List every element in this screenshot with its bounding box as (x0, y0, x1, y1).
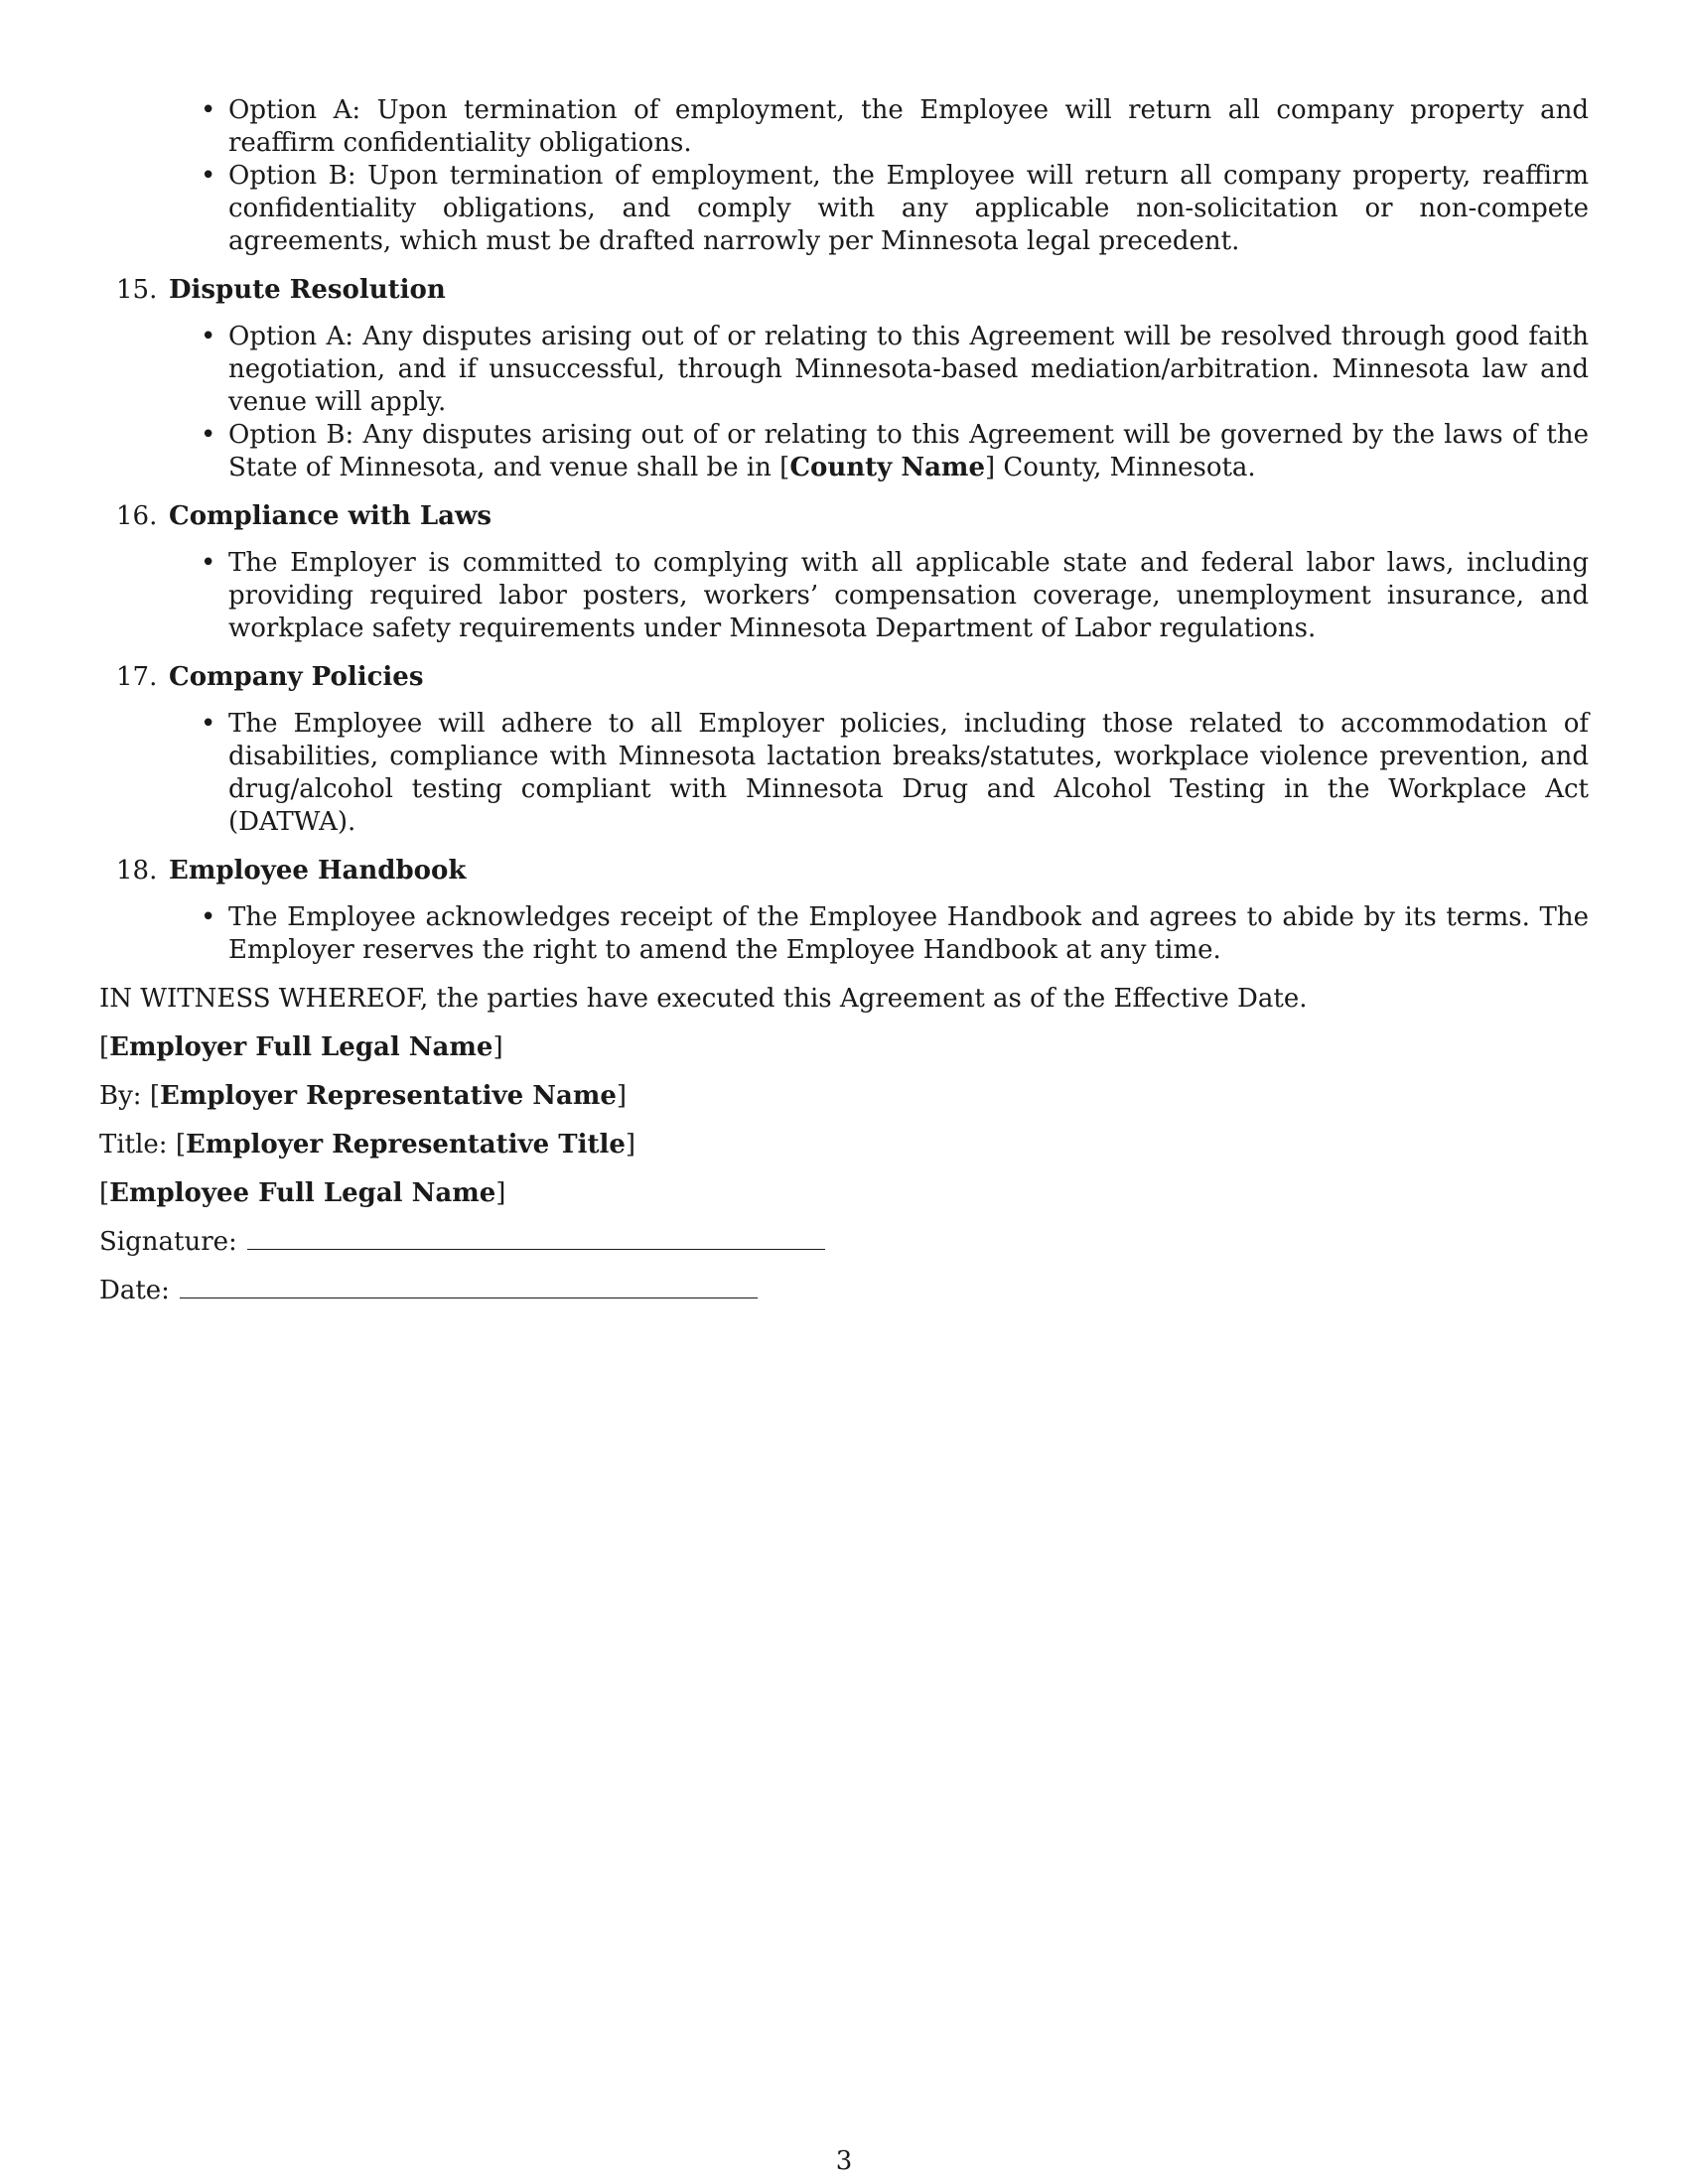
title-line: Title: [Employer Representative Title] (99, 1130, 636, 1160)
signature-blank (247, 1227, 825, 1250)
section-compliance-with-laws (99, 500, 1589, 645)
section-number: 18. (116, 856, 158, 886)
employee-name-line: [Employee Full Legal Name] (99, 1178, 506, 1208)
section-number: 17. (116, 662, 158, 692)
section-title: Compliance with Laws (169, 501, 492, 531)
signature-label: Signature: (99, 1227, 237, 1257)
employer-name-line: [Employer Full Legal Name] (99, 1032, 503, 1062)
section-company-policies (99, 661, 1589, 839)
by-label: By: (99, 1081, 142, 1111)
list-item: • Option B: Any disputes arising out of or relating to this Agreement will be governed by the laws of the State of Minnesota, and venue shall be in [County Name] County, Minnesota. (99, 419, 1589, 484)
list-item: • Option A: Upon termination of employment, the Employee will return all company property and reaffirm confidentiality obligations. (99, 94, 1589, 160)
list-item: • The Employer is committed to complying with all applicable state and federal labor laws, including providing required labor posters, workers’ compensation coverage, unemployment insurance, and workplace safety requirements under Minnesota Department of Labor regulations. (99, 547, 1589, 645)
section-employee-handbook (99, 855, 1589, 967)
section-dispute-resolution (99, 274, 1589, 484)
section-title: Company Policies (169, 662, 424, 692)
by-line: By: [Employer Representative Name] (99, 1081, 628, 1111)
signature-line (99, 1226, 1589, 1259)
section-title: Employee Handbook (169, 856, 467, 886)
date-line (99, 1275, 1589, 1307)
page-number: 3 (835, 2146, 853, 2176)
employer-name-placeholder: Employer Full Legal Name (109, 1032, 493, 1062)
section-number: 16. (116, 501, 158, 531)
document-page (99, 94, 1589, 1307)
placeholder-county-name: County Name (789, 453, 985, 482)
date-label: Date: (99, 1276, 170, 1305)
continued-bullet-list (99, 94, 1589, 258)
rep-name-placeholder: Employer Representative Name (159, 1081, 617, 1111)
employee-name-placeholder: Employee Full Legal Name (109, 1178, 496, 1208)
list-item: • Option B: Upon termination of employment, the Employee will return all company property, reaffirm confidentiality obligations, and comply with any applicable non-solicitation or non-compete agreements, which must be drafted narrowly per Minnesota legal precedent. (99, 160, 1589, 258)
title-label: Title: (99, 1130, 168, 1160)
section-number: 15. (116, 275, 158, 305)
rep-title-placeholder: Employer Representative Title (186, 1130, 626, 1160)
list-item: • The Employee acknowledges receipt of the Employee Handbook and agrees to abide by its terms. The Employer reserves the right to amend the Employee Handbook at any time. (99, 901, 1589, 967)
list-item: • Option A: Any disputes arising out of or relating to this Agreement will be resolved through good faith negotiation, and if unsuccessful, through Minnesota-based mediation/arbitration. Minnesota law and venue will apply. (99, 321, 1589, 419)
section-title: Dispute Resolution (169, 275, 446, 305)
witness-statement: IN WITNESS WHEREOF, the parties have executed this Agreement as of the Effective Date. (99, 984, 1308, 1014)
date-blank (180, 1276, 758, 1298)
list-item: • The Employee will adhere to all Employer policies, including those related to accommodation of disabilities, compliance with Minnesota lactation breaks/statutes, workplace violence prevention, and drug/alcohol testing compliant with Minnesota Drug and Alcohol Testing in the Workplace Act (DATWA). (99, 708, 1589, 839)
